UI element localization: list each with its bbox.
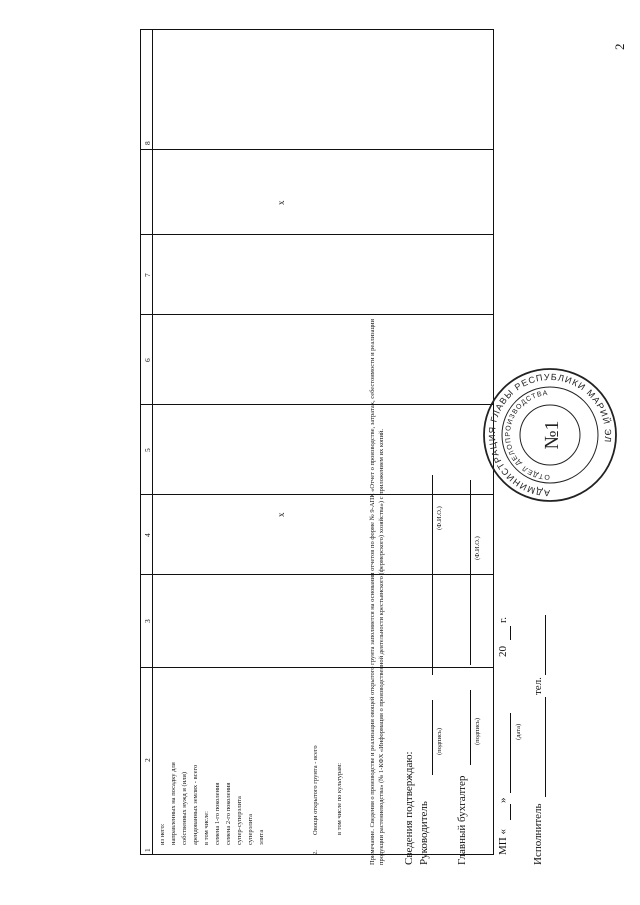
column-number: 2 — [143, 758, 152, 762]
table-col-border — [140, 667, 494, 668]
row-text-line: Овощи открытого грунта - всего — [312, 745, 319, 835]
column-number: 7 — [143, 273, 152, 277]
head-signature-line — [432, 700, 433, 775]
page-number: 2 — [612, 43, 627, 50]
mp-label: МП « — [497, 829, 509, 855]
year-suffix: г. — [497, 616, 509, 623]
row-text-line: семена 2-го поколения — [225, 782, 232, 845]
row-text-line: в том числе по культурам: — [336, 762, 343, 835]
stamp-inner-text: ОТДЕЛ ДЕЛОПРОИЗВОДСТВА — [504, 389, 551, 481]
row-text-line: в том числе: — [203, 811, 210, 845]
phone-line — [545, 615, 546, 675]
executor-label: Исполнитель — [532, 803, 544, 865]
accountant-fio-caption: (Ф.И.О.) — [474, 536, 481, 560]
table-col-border — [140, 314, 494, 315]
confirm-heading: Сведения подтверждаю: — [403, 751, 415, 865]
row-text-line: собственных нужд и (или) — [181, 772, 188, 845]
official-stamp — [480, 365, 620, 505]
column-number: 5 — [143, 448, 152, 452]
row-text-line: суперэлита — [247, 813, 254, 845]
table-header-separator — [152, 30, 153, 855]
row-text-line: направленных на посадку для — [170, 762, 177, 845]
note-line: продукции растениеводства» (№ 1-КФХ «Информация о производственной деятельности крестьянского (фермерского) хозяйства») с приложением их копий. — [378, 428, 385, 865]
head-fio-line — [432, 475, 433, 675]
column-number: 1 — [143, 848, 152, 852]
head-label: Руководитель — [418, 801, 430, 865]
cross-mark: x — [276, 512, 286, 517]
year-prefix: 20 — [497, 646, 509, 657]
column-number: 3 — [143, 619, 152, 623]
accountant-podpis-caption: (подпись) — [474, 718, 481, 745]
row-text-line: арендованных землях - всего — [192, 764, 199, 845]
date-year-line — [510, 626, 511, 640]
executor-line — [545, 697, 546, 797]
row-text-line: супер-суперэлита — [236, 796, 243, 845]
note-line: Примечание. Сведения о производстве и реализации овощей открытого грунта заполняется на основании отчетов по форме № 9-АПК «Отчет о производстве, затратах, себестоимости и реализации — [369, 319, 376, 865]
head-podpis-caption: (подпись) — [436, 728, 443, 755]
column-number: 6 — [143, 358, 152, 362]
column-number: 8 — [143, 141, 152, 145]
table-col-border — [140, 149, 494, 150]
chief-accountant-label: Главный бухгалтер — [456, 775, 468, 865]
phone-label: тел. — [532, 677, 544, 695]
row-text-line: из него: — [159, 823, 166, 845]
table-top-border — [140, 30, 141, 855]
mp-mid: » — [497, 797, 509, 803]
row-number: 2. — [312, 850, 319, 855]
date-day-line — [510, 804, 511, 820]
cross-mark: x — [276, 200, 286, 205]
table-col-border — [140, 234, 494, 235]
date-caption: (дата) — [515, 723, 522, 740]
stamp-center: №1 — [541, 420, 563, 450]
accountant-signature-line — [470, 690, 471, 765]
table-col-border — [140, 574, 494, 575]
accountant-fio-line — [470, 480, 471, 665]
head-fio-caption: (Ф.И.О.) — [436, 506, 443, 530]
row-text-line: семена 1-го поколения — [214, 782, 221, 845]
table-col-border — [140, 494, 494, 495]
column-number: 4 — [143, 533, 152, 537]
stamp-outer-text: АДМИНИСТРАЦИЯ ГЛАВЫ РЕСПУБЛИКИ МАРИЙ ЭЛ — [486, 371, 614, 499]
table-col-border — [140, 29, 494, 30]
table-col-border — [140, 404, 494, 405]
date-month-line — [510, 713, 511, 793]
row-text-line: элита — [258, 829, 265, 845]
